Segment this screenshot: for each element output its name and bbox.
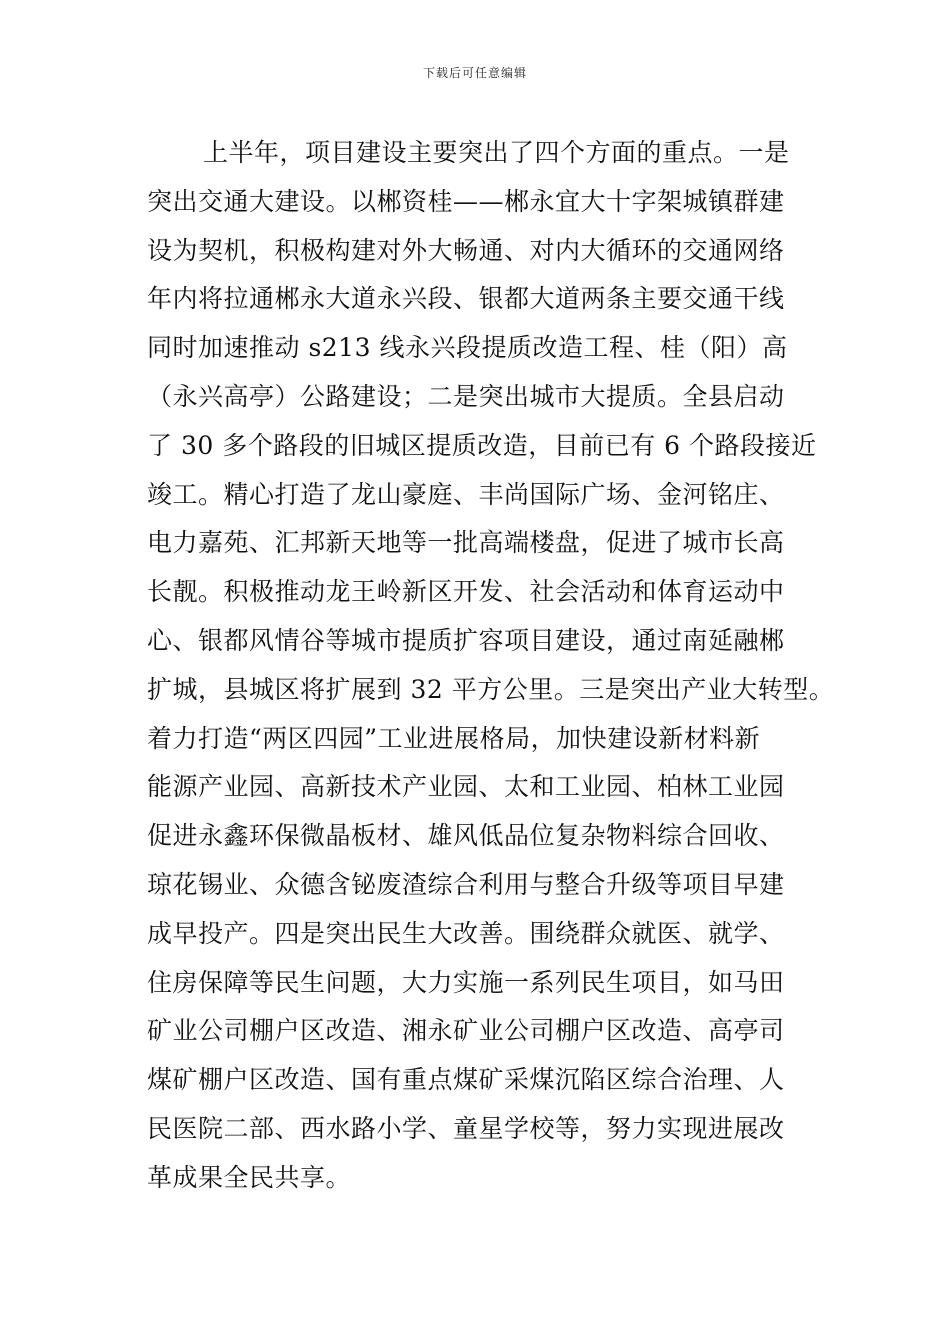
paragraph-line: 电力嘉苑、汇邦新天地等一批高端楼盘，促进了城市长高 <box>147 528 785 558</box>
paragraph-line: 心、银都风情谷等城市提质扩容项目建设，通过南延融郴 <box>147 625 785 655</box>
body-paragraph <box>147 133 835 1207</box>
paragraph-line: 促进永鑫环保微晶板材、雄风低品位复杂物料综合回收、 <box>147 821 785 851</box>
paragraph-line: 矿业公司棚户区改造、湘永矿业公司棚户区改造、高亭司 <box>147 1016 785 1046</box>
paragraph-line: 突出交通大建设。以郴资桂——郴永宜大十字架城镇群建 <box>147 186 785 216</box>
paragraph-line: 民医院二部、西水路小学、童星学校等，努力实现进展改 <box>147 1113 785 1143</box>
paragraph-line: 了 30 多个路段的旧城区提质改造，目前已有 6 个路段接近 <box>147 430 817 460</box>
paragraph-line: 长靓。积极推动龙王岭新区开发、社会活动和体育运动中 <box>147 577 785 607</box>
paragraph-line: 能源产业园、高新技术产业园、太和工业园、柏林工业园 <box>147 772 785 802</box>
paragraph-line: 革成果全民共享。 <box>147 1162 352 1192</box>
paragraph-line: 扩城，县城区将扩展到 32 平方公里。三是突出产业大转型。 <box>147 674 835 704</box>
paragraph-line: 煤矿棚户区改造、国有重点煤矿采煤沉陷区综合治理、人 <box>147 1065 785 1095</box>
paragraph-line: 设为契机，积极构建对外大畅通、对内大循环的交通网络 <box>147 235 785 265</box>
paragraph-line: 同时加速推动 s213 线永兴段提质改造工程、桂（阳）高 <box>147 333 788 363</box>
paragraph-line: 上半年，项目建设主要突出了四个方面的重点。一是 <box>203 138 790 167</box>
paragraph-line: 住房保障等民生问题，大力实施一系列民生项目，如马田 <box>147 967 785 997</box>
paragraph-line: （永兴高亭）公路建设；二是突出城市大提质。全县启动 <box>147 381 785 411</box>
paragraph-line: 竣工。精心打造了龙山豪庭、丰尚国际广场、金河铭庄、 <box>147 479 785 509</box>
paragraph-line: 成早投产。四是突出民生大改善。围绕群众就医、就学、 <box>147 918 785 948</box>
paragraph-line: 年内将拉通郴永大道永兴段、银都大道两条主要交通干线 <box>147 284 785 314</box>
paragraph-line: 着力打造“两区四园”工业进展格局，加快建设新材料新 <box>147 723 761 753</box>
page-header: 下载后可任意编辑 <box>422 66 527 80</box>
paragraph-line: 琼花锡业、众德含铋废渣综合利用与整合升级等项目早建 <box>147 869 785 899</box>
